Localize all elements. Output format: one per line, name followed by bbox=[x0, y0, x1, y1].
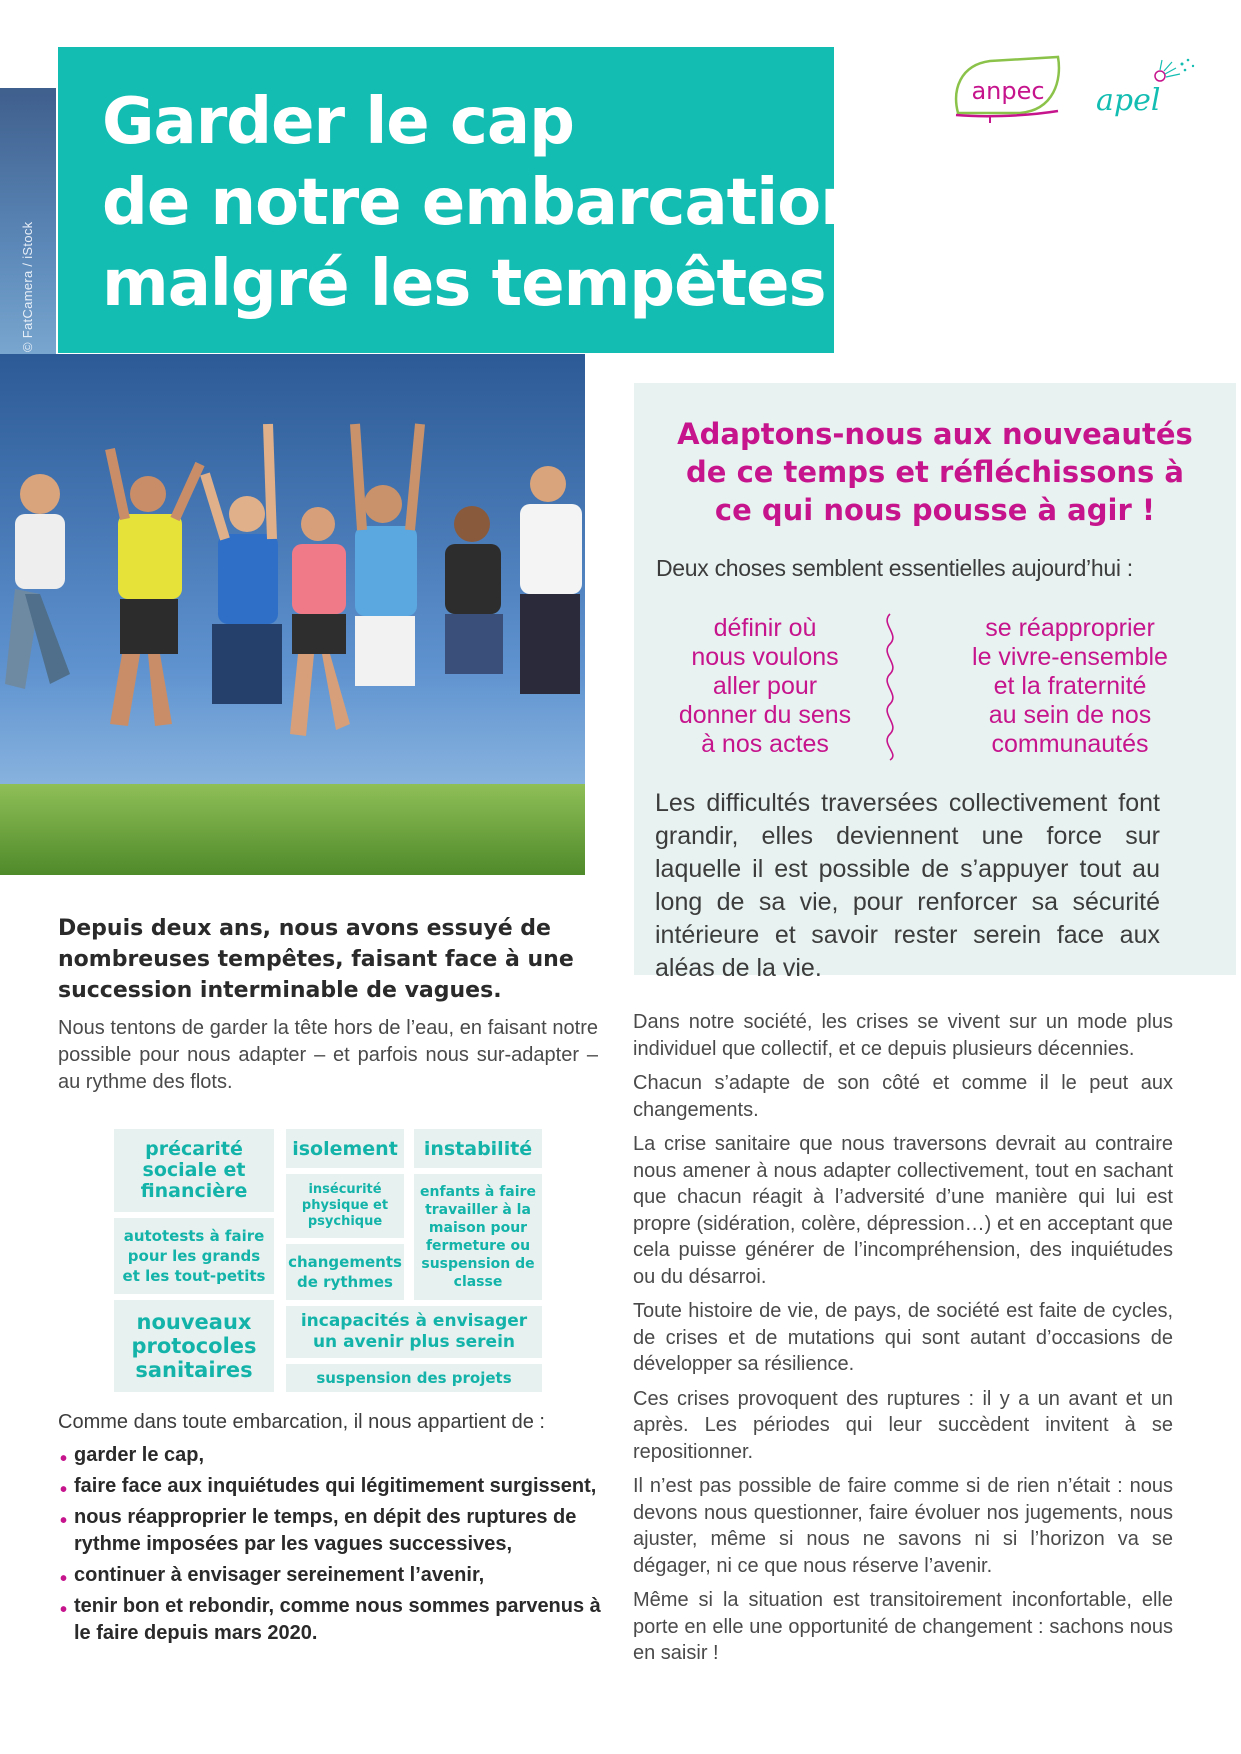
choice-line: se réapproprier bbox=[985, 614, 1155, 642]
choice-right bbox=[910, 614, 1230, 759]
title-line: de notre embarcation bbox=[102, 166, 865, 240]
tile-autotests: autotests à faire pour les grands et les tout-petits bbox=[114, 1218, 274, 1294]
choice-line: à nos actes bbox=[701, 730, 829, 758]
anpec-logo bbox=[950, 55, 1065, 125]
paragraph: Il n’est pas possible de faire comme si de rien n’était : nous devons nous questionner, faire évoluer nos jugements, nous ajuster, même si nous ne savons ni si l’horizon va se dégager, ni ce que nous réserve l’avenir. bbox=[633, 1475, 1173, 1577]
anpec-logo-text: anpec bbox=[971, 77, 1045, 105]
page-title bbox=[102, 82, 865, 325]
tile-insecurite: insécurité physique et psychique bbox=[286, 1174, 404, 1238]
paragraph: Chacun s’adapte de son côté et comme il le peut aux changements. bbox=[633, 1072, 1173, 1121]
bullet-dot-icon: • bbox=[60, 1448, 68, 1470]
title-line: Garder le cap bbox=[102, 85, 574, 159]
lead-paragraph: Depuis deux ans, nous avons essuyé de nombreuses tempêtes, faisant face à une succession interminable de vagues. bbox=[58, 916, 574, 1003]
paragraph: Même si la situation est transitoirement inconfortable, elle porte en elle une opportunité de changement : sachons nous en saisir ! bbox=[633, 1589, 1173, 1664]
bullet-dot-icon: • bbox=[60, 1479, 68, 1501]
tile-changements: changements de rythmes bbox=[286, 1244, 404, 1300]
bullet-dot-icon: • bbox=[60, 1568, 68, 1590]
callout-body: Les difficultés traversées collectivement font grandir, elles deviennent une force sur laquelle il est possible de s’appuyer tout au long de sa vie, pour renforcer sa sécurité intérieure et savoir rester serein face aux aléas de la vie. bbox=[655, 789, 1160, 982]
choice-line: au sein de nos bbox=[988, 701, 1152, 729]
paragraph: Dans notre société, les crises se vivent sur un mode plus individuel que collectif, et ce depuis plusieurs décennies. bbox=[633, 1011, 1173, 1060]
list-item: • faire face aux inquiétudes qui légitimement surgissent, bbox=[58, 1473, 618, 1500]
wave-divider-icon bbox=[875, 612, 905, 762]
list-item: • tenir bon et rebondir, comme nous sommes parvenus à le faire depuis mars 2020. bbox=[60, 1595, 601, 1644]
tile-instabilite: instabilité bbox=[414, 1129, 542, 1168]
choice-left bbox=[660, 614, 870, 759]
right-column-body bbox=[633, 1009, 1173, 1675]
paragraph: La crise sanitaire que nous traversons devrait au contraire nous amener à nous adapter collectivement, tout en sachant que chacun réagit à l’adversité d’une manière qui lui est propre (sidération, colère, dépression…) et en acceptant que cela puisse générer de l’incompréhension, des inquiétudes ou du désarroi. bbox=[633, 1133, 1173, 1288]
paragraph: Toute histoire de vie, de pays, de société est faite de cycles, de crises et de mutations qui sont autant d’occasions de développer sa résilience. bbox=[633, 1300, 1173, 1375]
bullet-list bbox=[58, 1442, 618, 1651]
list-item: • nous réapproprier le temps, en dépit des ruptures de rythme imposées par les vagues successives, bbox=[60, 1506, 577, 1555]
hero-photo-jumping-people bbox=[0, 354, 585, 875]
tile-precarite: précarité sociale et financière bbox=[114, 1129, 274, 1212]
choice-line: donner du sens bbox=[678, 701, 852, 729]
apel-logo bbox=[1090, 52, 1200, 127]
callout-title-line: Adaptons-nous aux nouveautés bbox=[677, 417, 1193, 451]
list-intro: Comme dans toute embarcation, il nous appartient de : bbox=[58, 1411, 545, 1433]
callout-title bbox=[634, 415, 1236, 529]
photo-credit: © FatCamera / iStock bbox=[20, 221, 35, 352]
choice-line: aller pour bbox=[712, 672, 818, 700]
list-item: • continuer à envisager sereinement l’avenir, bbox=[58, 1562, 618, 1589]
choice-line: définir où bbox=[713, 614, 817, 642]
paragraph: Ces crises provoquent des ruptures : il y a un avant et un après. Les périodes qui leur succèdent invitent à se repositionner. bbox=[633, 1387, 1173, 1463]
tile-suspension: suspension des projets bbox=[286, 1364, 542, 1392]
bullet-dot-icon: • bbox=[60, 1599, 68, 1621]
choice-line: communautés bbox=[991, 730, 1149, 758]
choice-line: et la fraternité bbox=[993, 672, 1147, 700]
choice-line: nous voulons bbox=[691, 643, 839, 671]
callout-intro: Deux choses semblent essentielles aujourd’hui : bbox=[656, 555, 1133, 581]
list-item: • garder le cap, bbox=[58, 1442, 618, 1469]
choice-line: le vivre-ensemble bbox=[972, 643, 1168, 671]
title-line: malgré les tempêtes bbox=[102, 247, 826, 321]
tile-isolement: isolement bbox=[286, 1129, 404, 1168]
apel-logo-text: apel bbox=[1096, 83, 1161, 118]
callout-title-line: de ce temps et réfléchissons à bbox=[686, 455, 1184, 489]
bullet-dot-icon: • bbox=[60, 1510, 68, 1532]
tile-protocoles: nouveaux protocoles sanitaires bbox=[114, 1300, 274, 1392]
intro-paragraph: Nous tentons de garder la tête hors de l’eau, en faisant notre possible pour nous adapter – et parfois nous sur-adapter – au rythme des flots. bbox=[58, 1017, 598, 1093]
callout-title-line: ce qui nous pousse à agir ! bbox=[714, 493, 1156, 527]
tile-incapacites: incapacités à envisager un avenir plus serein bbox=[286, 1306, 542, 1358]
tile-enfants: enfants à faire travailler à la maison pour fermeture ou suspension de classe bbox=[414, 1174, 542, 1300]
